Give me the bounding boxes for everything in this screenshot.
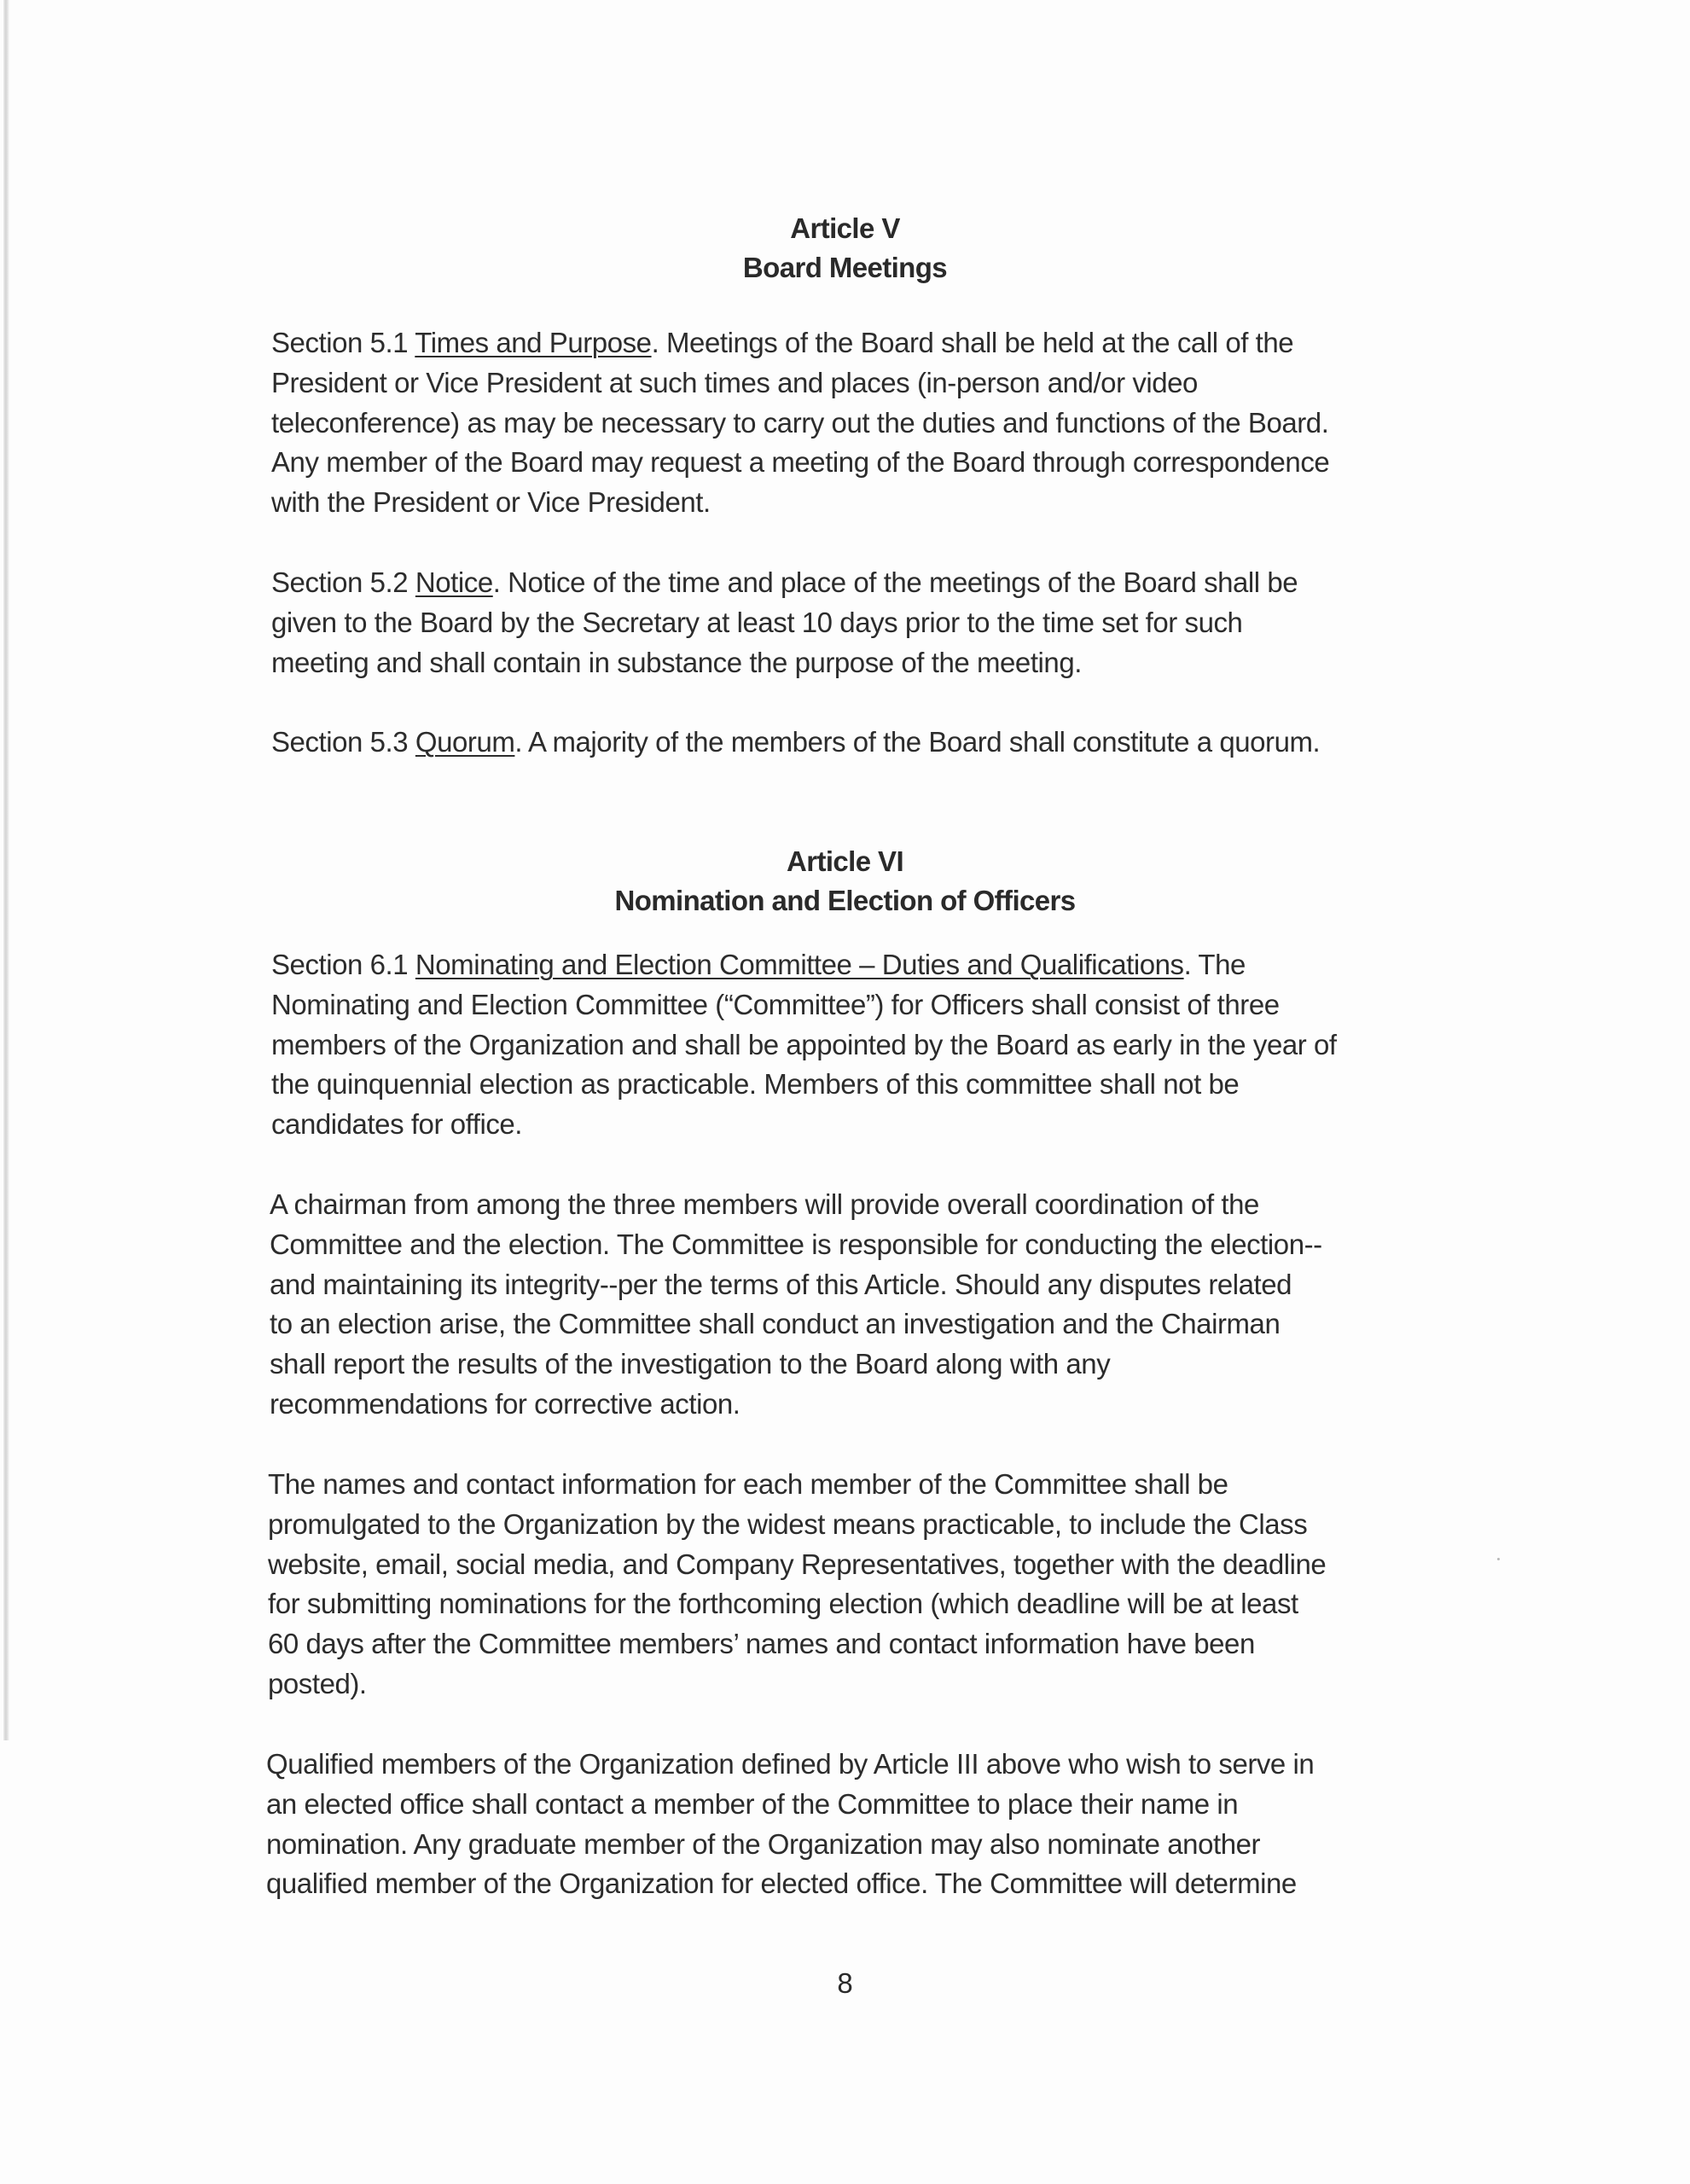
section-line: meeting and shall contain in substance the purpose of the meeting. [271,646,1082,678]
page-number: 8 [837,1967,853,1999]
section-number: Section 5.3 [271,726,409,758]
scan-speck [1497,1558,1500,1560]
paragraph-line: 60 days after the Committee members’ names and contact information have been [268,1628,1255,1660]
section-heading: Notice [415,566,493,598]
article-vi-title: Article VI [786,845,904,877]
section-text: . Meetings of the Board shall be held at the call of the [651,327,1294,358]
section-heading: Nominating and Election Committee – Duties and Qualifications [415,949,1184,980]
section-number: Section 5.2 [271,566,409,598]
paragraph-line: and maintaining its integrity--per the terms of this Article. Should any disputes related [270,1268,1292,1300]
section-6-1 [271,945,1500,1145]
section-line: with the President or Vice President. [271,486,711,519]
paragraph-contact-info [268,1465,1496,1705]
section-line [271,563,1500,603]
section-number: Section 6.1 [271,949,409,980]
paragraph-line: an elected office shall contact a member of the Committee to place their name in [266,1787,1239,1820]
article-v-subtitle: Board Meetings [742,252,948,283]
section-line [271,945,1500,985]
section-line: teleconference) as may be necessary to carry out the duties and functions of the Board. [271,406,1329,439]
paragraph-line: posted). [268,1667,367,1699]
section-line: Nominating and Election Committee (“Committee”) for Officers shall consist of three [271,988,1280,1020]
section-5-3 [271,723,1500,763]
paragraph-line: recommendations for corrective action. [270,1387,740,1420]
paragraph-line: promulgated to the Organization by the widest means practicable, to include the Class [268,1507,1308,1540]
paragraph-line: to an election arise, the Committee shall conduct an investigation and the Chairman [270,1308,1281,1340]
paragraph-line: qualified member of the Organization for elected office. The Committee will determine [266,1867,1297,1900]
section-line: Any member of the Board may request a meeting of the Board through correspondence [271,446,1330,479]
section-5-2 [271,563,1500,682]
paragraph-line: nomination. Any graduate member of the Organization may also nominate another [266,1827,1261,1860]
section-line: President or Vice President at such times and places (in-person and/or video [271,366,1198,398]
paragraph-chairman [270,1185,1498,1425]
section-text: . A majority of the members of the Board shall constitute a quorum. [514,726,1321,758]
section-text: . Notice of the time and place of the meetings of the Board shall be [492,566,1298,598]
section-heading: Times and Purpose [415,327,652,358]
article-v-title: Article V [790,212,900,244]
section-line: candidates for office. [271,1108,523,1141]
section-line: the quinquennial election as practicable. Members of this committee shall not be [271,1068,1240,1101]
section-line: given to the Board by the Secretary at least 10 days prior to the time set for such [271,606,1243,638]
paragraph-line: for submitting nominations for the forthcoming election (which deadline will be at least [268,1588,1298,1620]
section-text: . The [1183,949,1246,980]
section-line [271,723,1500,763]
paragraph-line: shall report the results of the investigation to the Board along with any [270,1348,1111,1380]
section-5-1 [271,323,1500,523]
paragraph-line: A chairman from among the three members will provide overall coordination of the [270,1188,1259,1220]
section-line [271,323,1500,363]
section-line: members of the Organization and shall be appointed by the Board as early in the year of [271,1028,1337,1060]
paragraph-line: The names and contact information for each member of the Committee shall be [268,1468,1228,1500]
paragraph-qualified-members [266,1745,1495,1904]
article-vi-subtitle: Nomination and Election of Officers [614,885,1076,916]
section-number: Section 5.1 [271,327,409,358]
section-heading: Quorum [415,726,515,758]
paragraph-line: Qualified members of the Organization defined by Article III above who wish to serve in [266,1748,1315,1780]
paragraph-line: website, email, social media, and Company Representatives, together with the deadline [268,1548,1327,1580]
paragraph-line: Committee and the election. The Committee is responsible for conducting the election-- [270,1228,1322,1260]
